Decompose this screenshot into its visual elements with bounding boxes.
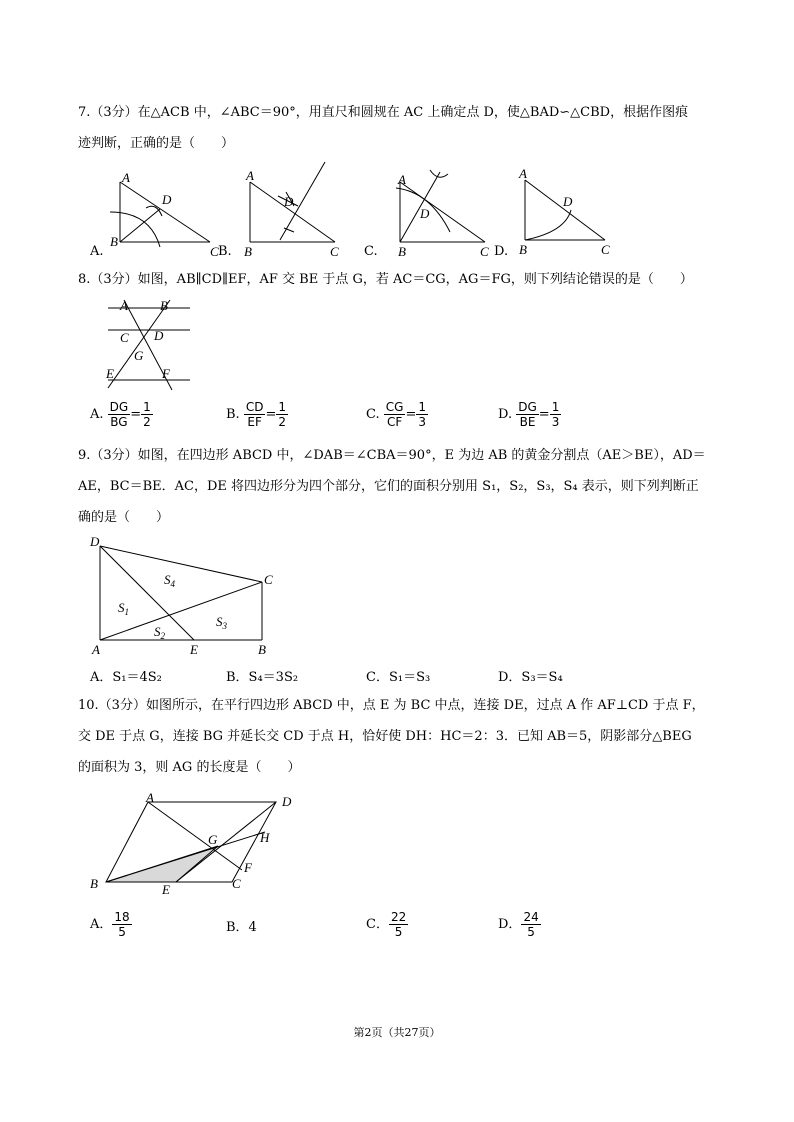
q10-figure: [90, 790, 310, 900]
q8d-num: DG: [518, 400, 537, 414]
q8c-num: CG: [385, 400, 404, 414]
q9-s1-sub: 1: [124, 607, 129, 617]
page-footer: 第2页（共27页）: [353, 1026, 441, 1039]
q8c-rhs-num: 1: [418, 400, 426, 414]
q8-option-a-rhs: [141, 400, 153, 429]
q9-option-b[interactable]: B．S₄＝3S₂: [226, 670, 299, 685]
q10-option-d-label: D．: [498, 917, 522, 932]
q8a-rhs-den: 2: [143, 415, 151, 429]
q10-option-b[interactable]: B．4: [226, 920, 257, 935]
q10-label-g: G: [208, 832, 218, 847]
q8a-rhs-num: 1: [143, 400, 151, 414]
question-7-line1: 7.（3分）在△ACB 中，∠ABC＝90°，用直尺和圆规在 AC 上确定点 D，使△BAD∽△CBD，根据作图痕: [78, 105, 689, 120]
question-9-line3: 确的是（ ）: [78, 510, 170, 525]
q9-option-a[interactable]: A．S₁＝4S₂: [90, 670, 162, 685]
q10-option-a-frac: [112, 910, 131, 939]
q7a-label-b: B: [110, 234, 118, 249]
q9-label-c: C: [264, 572, 273, 587]
q10-option-d[interactable]: [498, 910, 541, 939]
q8a-num: DG: [109, 400, 129, 414]
q9-label-s3: [216, 614, 228, 631]
q7-option-c[interactable]: C.: [364, 244, 378, 259]
q9-s1-letter: S: [118, 600, 125, 615]
q9-s4-sub: 4: [170, 579, 175, 589]
q8a-den: BG: [110, 415, 128, 429]
q10-label-c: C: [232, 876, 241, 891]
q10-option-d-frac: [521, 910, 540, 939]
q8c-rhs-den: 3: [418, 415, 426, 429]
q10a-num: 18: [114, 910, 130, 924]
q10-option-c-frac: [389, 910, 408, 939]
q10d-num: 24: [523, 910, 539, 924]
q7c-label-d: D: [420, 206, 430, 221]
q8-option-d-label: D.: [498, 407, 513, 422]
q8-label-f: F: [162, 366, 170, 381]
q8-option-d-rhs: [550, 400, 562, 429]
q9-label-s1: [118, 600, 129, 617]
q8c-den: CF: [386, 415, 403, 429]
q8d-rhs-num: 1: [551, 400, 560, 414]
q9-s2-letter: S: [154, 624, 161, 639]
q9-s4-letter: S: [164, 572, 171, 587]
q7-option-a[interactable]: A.: [90, 244, 104, 259]
q8-option-d-lhs: [516, 400, 539, 429]
q10-label-e: E: [162, 882, 170, 897]
q7c-label-b: B: [398, 244, 406, 259]
q8b-rhs-num: 1: [278, 400, 286, 414]
q7-option-d[interactable]: D.: [494, 244, 509, 259]
q8-option-a[interactable]: A. $\frac{DG}{BG}$ = $\frac{1}{2}$: [90, 400, 151, 429]
question-10-line1: 10.（3分）如图所示，在平行四边形 ABCD 中，点 E 为 BC 中点，连接 DE，过点 A 作 AF⊥CD 于点 F，: [78, 698, 705, 713]
q10-label-a: A: [146, 790, 154, 805]
question-10-line2: 交 DE 于点 G，连接 BG 并延长交 CD 于点 H，恰好使 DH：HC＝2：3．已知 AB＝5，阴影部分△BEG: [78, 729, 692, 744]
q8-option-c[interactable]: C. $\frac{CG}{CF}$ = $\frac{1}{3}$: [366, 400, 426, 429]
q9-label-d: D: [90, 534, 100, 549]
q7b-label-d: D: [284, 194, 294, 209]
q8-option-c-label: C.: [366, 407, 380, 422]
q9-s2-sub: 2: [160, 631, 165, 641]
q8-label-b: B: [160, 298, 168, 313]
q7-figure-d: [515, 162, 625, 257]
q10-option-c-label: C．: [366, 917, 389, 932]
q10-label-b: B: [90, 876, 98, 891]
q9-label-b: B: [258, 642, 266, 657]
q9-figure: [90, 534, 280, 657]
q9-label-a: A: [92, 642, 100, 657]
q8-figure: [100, 296, 200, 396]
q7a-label-a: A: [122, 170, 130, 185]
q8-option-a-lhs: [108, 400, 131, 429]
q10-label-f: F: [244, 860, 252, 875]
q8-option-b-rhs: [276, 400, 288, 429]
q10-option-c[interactable]: [366, 910, 408, 939]
q10-option-a[interactable]: [90, 910, 132, 939]
q10-label-h: H: [260, 830, 270, 845]
q8-label-d: D: [154, 328, 164, 343]
q9-label-e: E: [190, 642, 198, 657]
question-9-line2: AE，BC＝BE．AC，DE 将四边形分为四个部分，它们的面积分别用 S₁，S₂，S₃，S₄ 表示，则下列判断正: [78, 479, 699, 494]
q9-label-s2: [154, 624, 166, 641]
q8b-den: EF: [247, 415, 262, 429]
q10-option-a-label: A．: [90, 917, 113, 932]
q10a-den: 5: [118, 925, 126, 939]
q7b-label-c: C: [330, 244, 339, 259]
q9-option-d[interactable]: D．S₃＝S₄: [498, 670, 563, 685]
q8-option-b-lhs: [244, 400, 266, 429]
q8-label-e: E: [106, 366, 114, 381]
q8-option-b-label: B.: [226, 407, 240, 422]
q7-figure-b: [240, 162, 350, 259]
q7-figure-a: [110, 170, 220, 259]
q7c-label-a: A: [398, 172, 406, 187]
q9-option-c[interactable]: C．S₁＝S₃: [366, 670, 431, 685]
q8d-rhs-den: 3: [551, 415, 560, 429]
q7a-label-d: D: [162, 192, 172, 207]
q7d-label-a: A: [519, 166, 527, 181]
question-7-line2: 迹判断，正确的是（ ）: [78, 136, 235, 151]
q9-s3-sub: 3: [222, 621, 227, 631]
q9-s3-letter: S: [216, 614, 223, 629]
q10c-den: 5: [394, 925, 403, 939]
q7-option-b[interactable]: B.: [218, 244, 232, 259]
q7b-label-a: A: [246, 168, 254, 183]
q10c-num: 22: [390, 910, 407, 924]
q7-figure-c: [390, 162, 500, 259]
q8-option-d[interactable]: D. $\frac{DG}{BE}$ = $\frac{1}{3}$: [498, 400, 560, 429]
question-8-line1: 8.（3分）如图，AB∥CD∥EF，AF 交 BE 于点 G，若 AC＝CG，AG＝FG，则下列结论错误的是（ ）: [78, 272, 693, 287]
q7a-label-c: C: [210, 244, 219, 259]
q8-label-g: G: [134, 348, 144, 363]
q7d-label-c: C: [601, 242, 610, 257]
q8-label-c: C: [120, 330, 129, 345]
q8-option-a-label: A.: [90, 407, 104, 422]
q8-option-b[interactable]: B. $\frac{CD}{EF}$ = $\frac{1}{2}$: [226, 400, 286, 429]
q8b-num: CD: [245, 400, 264, 414]
q9-label-s4: [164, 572, 176, 589]
q8-option-c-lhs: [384, 400, 406, 429]
q8-label-a: A: [120, 298, 128, 313]
q10-label-d: D: [282, 794, 292, 809]
q10d-den: 5: [527, 925, 535, 939]
q7b-label-b: B: [244, 244, 252, 259]
question-10-line3: 的面积为 3，则 AG 的长度是（ ）: [78, 760, 301, 775]
q7d-label-b: B: [519, 242, 527, 257]
q8d-den: BE: [519, 415, 536, 429]
q7c-label-c: C: [480, 244, 489, 259]
q8b-rhs-den: 2: [278, 415, 286, 429]
question-9-line1: 9.（3分）如图，在四边形 ABCD 中，∠DAB＝∠CBA＝90°，E 为边 AB 的黄金分割点（AE＞BE），AD＝: [78, 448, 706, 463]
q8-option-c-rhs: [416, 400, 428, 429]
q7d-label-d: D: [563, 194, 573, 209]
